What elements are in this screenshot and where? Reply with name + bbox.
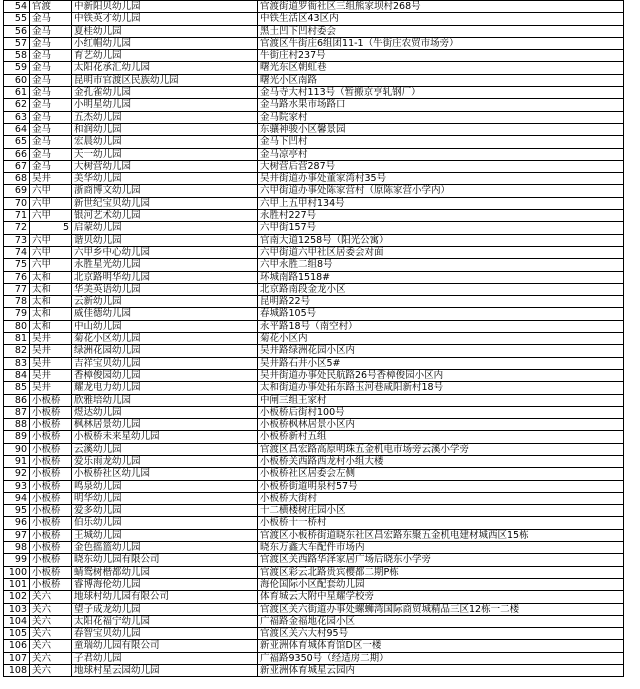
address-cell[interactable]: 吴井路石井小区5# xyxy=(258,357,624,369)
table-row xyxy=(4,111,624,123)
row-number[interactable]: 77 xyxy=(4,283,30,295)
kindergarten-name-cell[interactable]: 昆明市官渡区民族幼儿园 xyxy=(72,74,258,86)
table-row xyxy=(4,1,624,13)
kindergarten-name-cell[interactable]: 耀龙电力幼儿园 xyxy=(72,382,258,394)
kindergarten-name-cell[interactable]: 新世纪宝贝幼儿园 xyxy=(72,197,258,209)
district-cell[interactable]: 金马 xyxy=(30,148,72,160)
district-cell[interactable]: 吴井 xyxy=(30,173,72,185)
kindergarten-name-cell[interactable]: 爱乐雨龙幼儿园 xyxy=(72,455,258,467)
district-cell[interactable]: 小板桥 xyxy=(30,480,72,492)
kindergarten-name-cell[interactable]: 和润幼儿园 xyxy=(72,123,258,135)
kindergarten-name-cell[interactable]: 子君幼儿园 xyxy=(72,652,258,664)
row-number[interactable]: 105 xyxy=(4,628,30,640)
table-row xyxy=(4,62,624,74)
district-cell[interactable]: 金马 xyxy=(30,123,72,135)
kindergarten-name-cell[interactable]: 中铁英才幼儿园 xyxy=(72,13,258,25)
table-row xyxy=(4,480,624,492)
row-number[interactable]: 57 xyxy=(4,37,30,49)
address-cell[interactable]: 永胜村227号 xyxy=(258,210,624,222)
district-cell[interactable]: 太和 xyxy=(30,296,72,308)
table-row xyxy=(4,492,624,504)
kindergarten-name-cell[interactable]: 晓东幼儿园有限公司 xyxy=(72,554,258,566)
kindergarten-name-cell[interactable]: 银河艺术幼儿园 xyxy=(72,210,258,222)
table-row xyxy=(4,529,624,541)
table-row xyxy=(4,455,624,467)
table-row xyxy=(4,25,624,37)
table-body xyxy=(4,1,624,677)
row-number[interactable]: 64 xyxy=(4,123,30,135)
district-cell[interactable]: 太和 xyxy=(30,271,72,283)
kindergarten-name-cell[interactable]: 吉祥宝贝幼儿园 xyxy=(72,357,258,369)
row-number[interactable]: 69 xyxy=(4,185,30,197)
district-cell[interactable]: 关六 xyxy=(30,628,72,640)
district-cell[interactable]: 吴井 xyxy=(30,357,72,369)
district-cell[interactable]: 金马 xyxy=(30,25,72,37)
row-number[interactable]: 56 xyxy=(4,25,30,37)
kindergarten-name-cell[interactable]: 王城幼儿园 xyxy=(72,529,258,541)
kindergarten-name-cell[interactable]: 绿洲花园幼儿园 xyxy=(72,345,258,357)
kindergarten-name-cell[interactable]: 宏晨幼儿园 xyxy=(72,136,258,148)
address-cell[interactable]: 广福路9350号（经适房二期） xyxy=(258,652,624,664)
row-number[interactable]: 87 xyxy=(4,406,30,418)
row-number[interactable]: 86 xyxy=(4,394,30,406)
row-number[interactable]: 60 xyxy=(4,74,30,86)
table-row xyxy=(4,665,624,677)
kindergarten-name-cell[interactable]: 中新阳贝幼儿园 xyxy=(72,1,258,13)
district-cell[interactable]: 关六 xyxy=(30,603,72,615)
table-row xyxy=(4,308,624,320)
address-cell[interactable]: 十二横楼树庄园小区 xyxy=(258,505,624,517)
table-row xyxy=(4,382,624,394)
address-cell[interactable]: 晓东万鑫大车配件市场内 xyxy=(258,542,624,554)
table-row xyxy=(4,652,624,664)
address-cell[interactable]: 官渡区关六大村95号 xyxy=(258,628,624,640)
address-cell[interactable]: 官渡区关西路华泽家居广场后晓东小学旁 xyxy=(258,554,624,566)
district-cell[interactable]: 小板桥 xyxy=(30,517,72,529)
kindergarten-name-cell[interactable]: 天一幼儿园 xyxy=(72,148,258,160)
table-row xyxy=(4,369,624,381)
table-row xyxy=(4,37,624,49)
row-number[interactable]: 78 xyxy=(4,296,30,308)
row-number[interactable]: 108 xyxy=(4,665,30,677)
kindergarten-name-cell[interactable]: 爱多幼儿园 xyxy=(72,505,258,517)
kindergarten-name-cell[interactable]: 永胜星光幼儿园 xyxy=(72,259,258,271)
row-number[interactable]: 107 xyxy=(4,652,30,664)
row-number[interactable]: 72 xyxy=(4,222,30,234)
table-row xyxy=(4,394,624,406)
address-cell[interactable]: 小板桥十一桥村 xyxy=(258,517,624,529)
address-cell[interactable]: 官渡区昌宏路高原明珠五金机电市场旁云溪小学旁 xyxy=(258,443,624,455)
district-cell[interactable]: 关六 xyxy=(30,665,72,677)
row-number[interactable]: 75 xyxy=(4,259,30,271)
address-cell[interactable]: 黑土凹下凹村委会 xyxy=(258,25,624,37)
address-cell[interactable]: 六甲永胜二组8号 xyxy=(258,259,624,271)
district-cell[interactable]: 金马 xyxy=(30,111,72,123)
kindergarten-name-cell[interactable]: 小板桥社区幼儿园 xyxy=(72,468,258,480)
address-cell[interactable]: 官渡区牛街庄6组团11-1（牛街庄农贸市场旁） xyxy=(258,37,624,49)
kindergarten-name-cell[interactable]: 明华幼儿园 xyxy=(72,492,258,504)
address-cell[interactable]: 春城路105号 xyxy=(258,308,624,320)
district-cell[interactable]: 官渡 xyxy=(30,1,72,13)
address-cell[interactable]: 官渡街道罗衙社区三组熊家坝村268号 xyxy=(258,1,624,13)
address-cell[interactable]: 六甲上五甲村134号 xyxy=(258,197,624,209)
table-row xyxy=(4,640,624,652)
district-cell[interactable]: 吴井 xyxy=(30,382,72,394)
kindergarten-name-cell[interactable]: 华美英语幼儿园 xyxy=(72,283,258,295)
table-row xyxy=(4,87,624,99)
district-cell[interactable]: 六甲 xyxy=(30,185,72,197)
address-cell[interactable]: 新亚洲体育城体育馆D区一楼 xyxy=(258,640,624,652)
district-cell[interactable]: 吴井 xyxy=(30,333,72,345)
address-cell[interactable]: 小板桥新村五组 xyxy=(258,431,624,443)
address-cell[interactable]: 金马寺大村113号（暂搬京亨轧钢厂） xyxy=(258,87,624,99)
address-cell[interactable]: 小板桥关西路西龙村小组大楼 xyxy=(258,455,624,467)
address-cell[interactable]: 官渡区关六街道办事处螺蛳湾国际商贸城精品三区12栋一二楼 xyxy=(258,603,624,615)
table-row xyxy=(4,333,624,345)
address-cell[interactable]: 小板桥枫林居景小区内 xyxy=(258,419,624,431)
kindergarten-name-cell[interactable]: 太阳花承汇幼儿园 xyxy=(72,62,258,74)
address-cell[interactable]: 吴井街道办事处董家湾村35号 xyxy=(258,173,624,185)
table-row xyxy=(4,517,624,529)
address-cell[interactable]: 大树营后营287号 xyxy=(258,160,624,172)
table-row xyxy=(4,185,624,197)
kindergarten-name-cell[interactable]: 童瑞幼儿园有限公司 xyxy=(72,640,258,652)
address-cell[interactable]: 官渡区彩云北路贵宾樱都二期P栋 xyxy=(258,566,624,578)
table-row xyxy=(4,197,624,209)
table-row xyxy=(4,99,624,111)
kindergarten-name-cell[interactable]: 地球村幼儿园有限公司 xyxy=(72,591,258,603)
table-row xyxy=(4,136,624,148)
address-cell[interactable]: 太和街道办事处拓东路玉河巷咸阳新村18号 xyxy=(258,382,624,394)
address-cell[interactable]: 六甲街道办事处陈家营村（原陈家营小学内） xyxy=(258,185,624,197)
kindergarten-name-cell[interactable]: 欣雅培幼儿园 xyxy=(72,394,258,406)
district-cell[interactable]: 金马 xyxy=(30,87,72,99)
address-cell[interactable]: 金马凉亭村 xyxy=(258,148,624,160)
address-cell[interactable]: 新亚洲体育城星云园内 xyxy=(258,665,624,677)
district-cell[interactable]: 太和 xyxy=(30,320,72,332)
table-row xyxy=(4,148,624,160)
table-row xyxy=(4,283,624,295)
kindergarten-name-cell[interactable]: 五杰幼儿园 xyxy=(72,111,258,123)
row-number[interactable]: 70 xyxy=(4,197,30,209)
district-cell[interactable]: 太和 xyxy=(30,283,72,295)
row-number[interactable]: 79 xyxy=(4,308,30,320)
district-cell[interactable]: 六甲 xyxy=(30,259,72,271)
table-row xyxy=(4,296,624,308)
table-row xyxy=(4,468,624,480)
row-number[interactable]: 73 xyxy=(4,234,30,246)
row-number[interactable]: 91 xyxy=(4,455,30,467)
district-cell[interactable]: 关六 xyxy=(30,591,72,603)
address-cell[interactable]: 中铁生活区43区内 xyxy=(258,13,624,25)
kindergarten-name-cell[interactable]: 育艺幼儿园 xyxy=(72,50,258,62)
table-row xyxy=(4,173,624,185)
address-cell[interactable]: 昆明路22号 xyxy=(258,296,624,308)
row-number[interactable]: 104 xyxy=(4,615,30,627)
district-cell[interactable]: 吴井 xyxy=(30,345,72,357)
table-row xyxy=(4,419,624,431)
address-cell[interactable]: 小板桥街道明泉村57号 xyxy=(258,480,624,492)
district-cell[interactable]: 金马 xyxy=(30,99,72,111)
kindergarten-name-cell[interactable]: 小板桥未来星幼儿园 xyxy=(72,431,258,443)
row-number[interactable]: 82 xyxy=(4,345,30,357)
kindergarten-name-cell[interactable]: 伯乐幼儿园 xyxy=(72,517,258,529)
district-cell[interactable]: 金马 xyxy=(30,37,72,49)
row-number[interactable]: 103 xyxy=(4,603,30,615)
address-cell[interactable]: 金马路水果市场路口 xyxy=(258,99,624,111)
district-cell[interactable]: 小板桥 xyxy=(30,443,72,455)
kindergarten-name-cell[interactable]: 北京路明华幼儿园 xyxy=(72,271,258,283)
district-cell[interactable]: 5 xyxy=(30,222,72,234)
kindergarten-name-cell[interactable]: 大树营幼儿园 xyxy=(72,160,258,172)
kindergarten-name-cell[interactable]: 小红帽幼儿园 xyxy=(72,37,258,49)
district-cell[interactable]: 六甲 xyxy=(30,197,72,209)
kindergarten-name-cell[interactable]: 金孔雀幼儿园 xyxy=(72,87,258,99)
district-cell[interactable]: 六甲 xyxy=(30,234,72,246)
address-cell[interactable]: 六甲街157号 xyxy=(258,222,624,234)
row-number[interactable]: 81 xyxy=(4,333,30,345)
table-row xyxy=(4,246,624,258)
address-cell[interactable]: 金马下凹村 xyxy=(258,136,624,148)
address-cell[interactable]: 东骧神骏小区馨景园 xyxy=(258,123,624,135)
kindergarten-name-cell[interactable]: 蜻鸳树楷都幼儿园 xyxy=(72,566,258,578)
row-number[interactable]: 106 xyxy=(4,640,30,652)
district-cell[interactable]: 六甲 xyxy=(30,246,72,258)
table-row xyxy=(4,542,624,554)
address-cell[interactable]: 北京路南段金龙小区 xyxy=(258,283,624,295)
kindergarten-name-cell[interactable]: 太阳花福宁幼儿园 xyxy=(72,615,258,627)
table-row xyxy=(4,357,624,369)
district-cell[interactable]: 小板桥 xyxy=(30,419,72,431)
kindergarten-name-cell[interactable]: 地球村星云园幼儿园 xyxy=(72,665,258,677)
district-cell[interactable]: 关六 xyxy=(30,615,72,627)
row-number[interactable]: 80 xyxy=(4,320,30,332)
table-row xyxy=(4,160,624,172)
row-number[interactable]: 83 xyxy=(4,357,30,369)
address-cell[interactable]: 菊花小区内 xyxy=(258,333,624,345)
row-number[interactable]: 90 xyxy=(4,443,30,455)
district-cell[interactable]: 小板桥 xyxy=(30,529,72,541)
address-cell[interactable]: 体育城云大附中星耀学校旁 xyxy=(258,591,624,603)
kindergarten-name-cell[interactable]: 云溪幼儿园 xyxy=(72,443,258,455)
row-number[interactable]: 98 xyxy=(4,542,30,554)
row-number[interactable]: 74 xyxy=(4,246,30,258)
row-number[interactable]: 67 xyxy=(4,160,30,172)
row-number[interactable]: 63 xyxy=(4,111,30,123)
table-row xyxy=(4,13,624,25)
table-row xyxy=(4,443,624,455)
address-cell[interactable]: 官渡区小板桥街道晓东社区昌宏路东聚五金机电建材城西区15栋 xyxy=(258,529,624,541)
kindergarten-table xyxy=(3,0,624,677)
kindergarten-name-cell[interactable]: 枫林居景幼儿园 xyxy=(72,419,258,431)
address-cell[interactable]: 小板桥大街村 xyxy=(258,492,624,504)
address-cell[interactable]: 吴井街道办事处民航路26号香樟俊园小区内 xyxy=(258,369,624,381)
address-cell[interactable]: 曙光东区朝虹巷 xyxy=(258,62,624,74)
table-row xyxy=(4,431,624,443)
kindergarten-name-cell[interactable]: 睿博海伦幼儿园 xyxy=(72,578,258,590)
kindergarten-name-cell[interactable]: 煜达幼儿园 xyxy=(72,406,258,418)
row-number[interactable]: 102 xyxy=(4,591,30,603)
district-cell[interactable]: 小板桥 xyxy=(30,492,72,504)
row-number[interactable]: 95 xyxy=(4,505,30,517)
row-number[interactable]: 92 xyxy=(4,468,30,480)
table-row xyxy=(4,320,624,332)
district-cell[interactable]: 金马 xyxy=(30,74,72,86)
table-row xyxy=(4,123,624,135)
district-cell[interactable]: 小板桥 xyxy=(30,566,72,578)
table-row xyxy=(4,406,624,418)
kindergarten-name-cell[interactable]: 春智宝贝幼儿园 xyxy=(72,628,258,640)
address-cell[interactable]: 金马院家村 xyxy=(258,111,624,123)
table-row xyxy=(4,50,624,62)
table-row xyxy=(4,615,624,627)
row-number[interactable]: 88 xyxy=(4,419,30,431)
address-cell[interactable]: 牛街庄村237号 xyxy=(258,50,624,62)
address-cell[interactable]: 吴井路绿洲花园小区内 xyxy=(258,345,624,357)
district-cell[interactable]: 小板桥 xyxy=(30,505,72,517)
row-number[interactable]: 71 xyxy=(4,210,30,222)
address-cell[interactable]: 曙光小区南路 xyxy=(258,74,624,86)
table-row xyxy=(4,505,624,517)
address-cell[interactable]: 小板桥后街村100号 xyxy=(258,406,624,418)
district-cell[interactable]: 关六 xyxy=(30,652,72,664)
row-number[interactable]: 66 xyxy=(4,148,30,160)
district-cell[interactable]: 金马 xyxy=(30,136,72,148)
table-row xyxy=(4,210,624,222)
kindergarten-name-cell[interactable]: 谐贝幼儿园 xyxy=(72,234,258,246)
kindergarten-name-cell[interactable]: 菊花小区幼儿园 xyxy=(72,333,258,345)
kindergarten-name-cell[interactable]: 云新幼儿园 xyxy=(72,296,258,308)
address-cell[interactable]: 广福路金福地花园小区 xyxy=(258,615,624,627)
district-cell[interactable]: 小板桥 xyxy=(30,554,72,566)
address-cell[interactable]: 小板桥社区居委会左侧 xyxy=(258,468,624,480)
row-number[interactable]: 84 xyxy=(4,369,30,381)
row-number[interactable]: 89 xyxy=(4,431,30,443)
address-cell[interactable]: 海伦国际小区配套幼儿园 xyxy=(258,578,624,590)
district-cell[interactable]: 吴井 xyxy=(30,369,72,381)
district-cell[interactable]: 金马 xyxy=(30,62,72,74)
address-cell[interactable]: 中闸三组王家村 xyxy=(258,394,624,406)
address-cell[interactable]: 环城南路1518# xyxy=(258,271,624,283)
table-row xyxy=(4,628,624,640)
row-number[interactable]: 101 xyxy=(4,578,30,590)
row-number[interactable]: 59 xyxy=(4,62,30,74)
kindergarten-name-cell[interactable]: 美华幼儿园 xyxy=(72,173,258,185)
district-cell[interactable]: 小板桥 xyxy=(30,406,72,418)
row-number[interactable]: 99 xyxy=(4,554,30,566)
row-number[interactable]: 62 xyxy=(4,99,30,111)
kindergarten-name-cell[interactable]: 中山幼儿园 xyxy=(72,320,258,332)
district-cell[interactable]: 关六 xyxy=(30,640,72,652)
row-number[interactable]: 100 xyxy=(4,566,30,578)
address-cell[interactable]: 永平路18号（南空村） xyxy=(258,320,624,332)
table-row xyxy=(4,345,624,357)
district-cell[interactable]: 金马 xyxy=(30,50,72,62)
kindergarten-name-cell[interactable]: 望子成龙幼儿园 xyxy=(72,603,258,615)
kindergarten-name-cell[interactable]: 金色摇篮幼儿园 xyxy=(72,542,258,554)
district-cell[interactable]: 太和 xyxy=(30,308,72,320)
address-cell[interactable]: 官南大道1258号（阳光公寓） xyxy=(258,234,624,246)
row-number[interactable]: 97 xyxy=(4,529,30,541)
row-number[interactable]: 54 xyxy=(4,1,30,13)
row-number[interactable]: 65 xyxy=(4,136,30,148)
row-number[interactable]: 68 xyxy=(4,173,30,185)
table-row xyxy=(4,578,624,590)
kindergarten-name-cell[interactable]: 六甲乡中心幼儿园 xyxy=(72,246,258,258)
row-number[interactable]: 76 xyxy=(4,271,30,283)
kindergarten-name-cell[interactable]: 启蒙幼儿园 xyxy=(72,222,258,234)
district-cell[interactable]: 小板桥 xyxy=(30,468,72,480)
row-number[interactable]: 58 xyxy=(4,50,30,62)
table-row xyxy=(4,234,624,246)
row-number[interactable]: 55 xyxy=(4,13,30,25)
table-row xyxy=(4,271,624,283)
kindergarten-name-cell[interactable]: 鸣泉幼儿园 xyxy=(72,480,258,492)
district-cell[interactable]: 六甲 xyxy=(30,210,72,222)
district-cell[interactable]: 小板桥 xyxy=(30,394,72,406)
kindergarten-name-cell[interactable]: 香樟俊园幼儿园 xyxy=(72,369,258,381)
kindergarten-name-cell[interactable]: 夏桂幼儿园 xyxy=(72,25,258,37)
table-row xyxy=(4,591,624,603)
table-row xyxy=(4,74,624,86)
district-cell[interactable]: 小板桥 xyxy=(30,578,72,590)
table-row xyxy=(4,222,624,234)
kindergarten-name-cell[interactable]: 小明星幼儿园 xyxy=(72,99,258,111)
row-number[interactable]: 85 xyxy=(4,382,30,394)
table-row xyxy=(4,603,624,615)
table-row xyxy=(4,566,624,578)
district-cell[interactable]: 小板桥 xyxy=(30,542,72,554)
row-number[interactable]: 96 xyxy=(4,517,30,529)
row-number[interactable]: 94 xyxy=(4,492,30,504)
address-cell[interactable]: 六甲街道六甲社区居委会对面 xyxy=(258,246,624,258)
district-cell[interactable]: 小板桥 xyxy=(30,455,72,467)
table-row xyxy=(4,259,624,271)
kindergarten-name-cell[interactable]: 浙商博文幼儿园 xyxy=(72,185,258,197)
row-number[interactable]: 61 xyxy=(4,87,30,99)
district-cell[interactable]: 小板桥 xyxy=(30,431,72,443)
district-cell[interactable]: 金马 xyxy=(30,160,72,172)
district-cell[interactable]: 金马 xyxy=(30,13,72,25)
kindergarten-name-cell[interactable]: 威佳德幼儿园 xyxy=(72,308,258,320)
row-number[interactable]: 93 xyxy=(4,480,30,492)
table-row xyxy=(4,554,624,566)
